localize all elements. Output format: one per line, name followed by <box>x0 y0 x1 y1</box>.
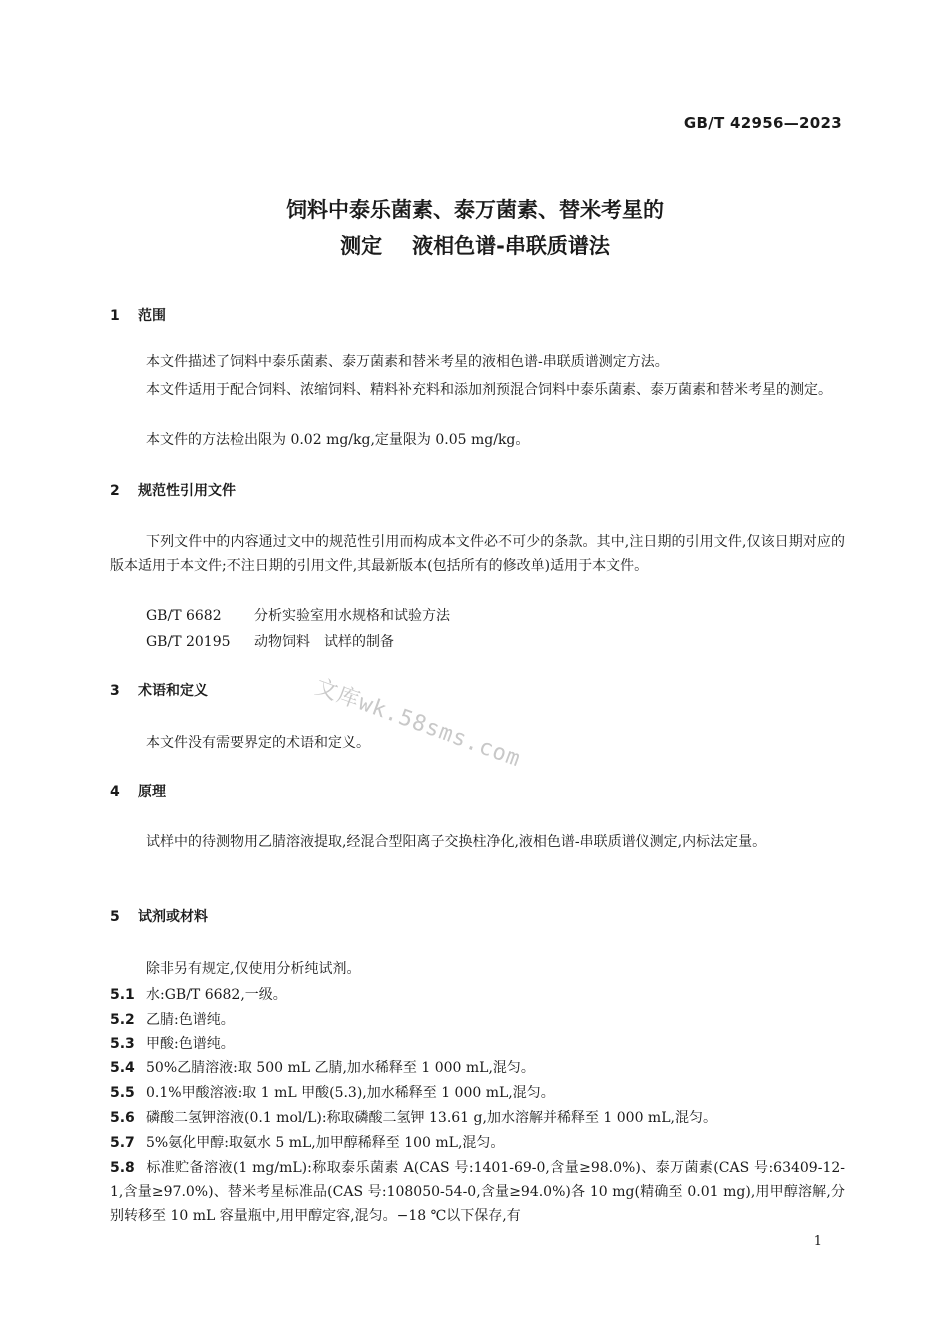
reference-code: GB/T 20195 <box>146 634 231 650</box>
item-number: 5.7 <box>110 1135 135 1151</box>
section-5-paragraph-1: 除非另有规定,仅使用分析纯试剂。 <box>146 961 361 977</box>
title-line-2 <box>0 228 950 264</box>
section-title: 原理 <box>138 784 166 800</box>
standard-code: GB/T 42956—2023 <box>683 114 842 132</box>
section-1-paragraph-3: 本文件的方法检出限为 0.02 mg/kg,定量限为 0.05 mg/kg。 <box>146 432 530 448</box>
item-number: 5.5 <box>110 1085 135 1101</box>
section-title: 范围 <box>138 308 166 324</box>
section-number: 5 <box>110 909 120 925</box>
section-1-paragraph-2: 本文件适用于配合饲料、浓缩饲料、精料补充料和添加剂预混合饲料中泰乐菌素、泰万菌素和替米考星的测定。 <box>146 382 832 398</box>
item-text: 甲酸:色谱纯。 <box>146 1036 235 1052</box>
section-4-paragraph-1: 试样中的待测物用乙腈溶液提取,经混合型阳离子交换柱净化,液相色谱-串联质谱仪测定,内标法定量。 <box>146 834 767 850</box>
item-number: 5.3 <box>110 1036 135 1052</box>
reagent-item <box>110 983 845 1007</box>
section-1-heading <box>110 306 166 326</box>
reagent-item <box>110 1056 845 1080</box>
reference-name: 分析实验室用水规格和试验方法 <box>254 608 450 624</box>
item-text: 50%乙腈溶液:取 500 mL 乙腈,加水稀释至 1 000 mL,混匀。 <box>146 1060 535 1076</box>
page-number: 1 <box>813 1234 822 1249</box>
item-number: 5.2 <box>110 1012 135 1028</box>
item-number: 5.1 <box>110 987 135 1003</box>
item-text: 0.1%甲酸溶液:取 1 mL 甲酸(5.3),加水稀释至 1 000 mL,混匀。 <box>146 1085 555 1101</box>
normative-reference <box>146 630 394 654</box>
title-line-2b: 液相色谱-串联质谱法 <box>412 234 610 258</box>
section-3-paragraph-1: 本文件没有需要界定的术语和定义。 <box>146 735 370 751</box>
section-title: 术语和定义 <box>138 683 208 699</box>
reagent-item <box>110 1156 845 1228</box>
section-4-heading <box>110 782 166 802</box>
normative-reference <box>146 604 450 628</box>
section-number: 4 <box>110 784 120 800</box>
section-2-heading <box>110 481 236 501</box>
item-text: 标准贮备溶液(1 mg/mL):称取泰乐菌素 A(CAS 号:1401-69-0,含量≥98.0%)、泰万菌素(CAS 号:63409-12-1,含量≥97.0%)、替米考星标准品(CAS 号:108050-54-0,含量≥94.0%)各 10 mg(精确至 0.01 mg),用甲醇溶解,分别转移至 10 mL 容量瓶中,用甲醇定容,混匀。−18 ℃以下保存,有 <box>110 1160 845 1224</box>
reference-code: GB/T 6682 <box>146 608 222 624</box>
section-5-heading <box>110 907 208 927</box>
section-number: 3 <box>110 683 120 699</box>
section-2-paragraph-1: 下列文件中的内容通过文中的规范性引用而构成本文件必不可少的条款。其中,注日期的引用文件,仅该日期对应的版本适用于本文件;不注日期的引用文件,其最新版本(包括所有的修改单)适用于本文件。 <box>110 534 845 574</box>
item-text: 水:GB/T 6682,一级。 <box>146 987 287 1003</box>
reagent-item <box>110 1032 845 1056</box>
item-text: 磷酸二氢钾溶液(0.1 mol/L):称取磷酸二氢钾 13.61 g,加水溶解并稀释至 1 000 mL,混匀。 <box>146 1110 717 1126</box>
reference-name: 动物饲料 试样的制备 <box>254 634 394 650</box>
section-number: 1 <box>110 308 120 324</box>
item-text: 乙腈:色谱纯。 <box>146 1012 235 1028</box>
section-title: 试剂或材料 <box>138 909 208 925</box>
section-number: 2 <box>110 483 120 499</box>
item-number: 5.4 <box>110 1060 135 1076</box>
reagent-item <box>110 1131 845 1155</box>
item-number: 5.8 <box>110 1160 135 1176</box>
title-line-2a: 测定 <box>340 234 383 258</box>
section-3-heading <box>110 681 208 701</box>
reagent-item <box>110 1081 845 1105</box>
section-1-paragraph-1: 本文件描述了饲料中泰乐菌素、泰万菌素和替米考星的液相色谱-串联质谱测定方法。 <box>146 354 669 370</box>
watermark: 文库wk.58sms.com <box>311 674 525 773</box>
section-title: 规范性引用文件 <box>138 483 236 499</box>
document-title <box>0 192 950 264</box>
reagent-item <box>110 1008 845 1032</box>
reagent-item <box>110 1106 845 1130</box>
item-number: 5.6 <box>110 1110 135 1126</box>
item-text: 5%氨化甲醇:取氨水 5 mL,加甲醇稀释至 100 mL,混匀。 <box>146 1135 505 1151</box>
title-line-1: 饲料中泰乐菌素、泰万菌素、替米考星的 <box>286 198 664 222</box>
